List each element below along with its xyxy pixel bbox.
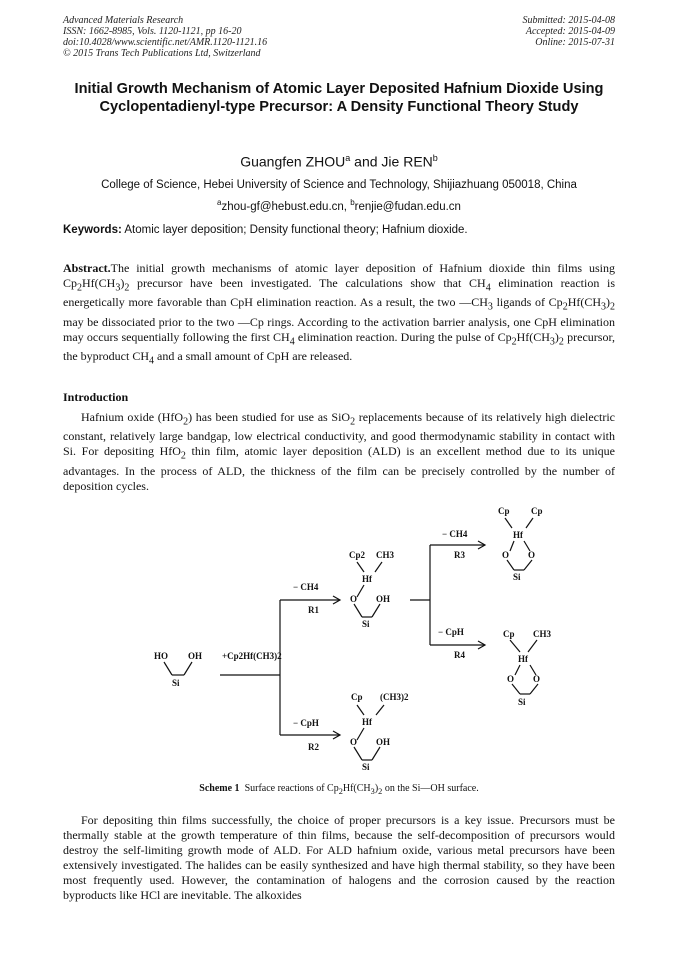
label-cp: Cp [351,692,363,702]
sub: 2 [350,416,356,428]
email-b-sup: b [350,198,355,207]
author-2: Jie REN [381,153,433,170]
label-si: Si [172,678,180,688]
journal-name: Advanced Materials Research [63,15,184,26]
intro-paragraph-1 [63,410,615,494]
sub: 4 [289,336,295,348]
sub: 2 [124,282,130,294]
intro-paragraph-2 [63,813,615,903]
label-ho: HO [154,651,169,661]
label-cp: Cp [531,506,543,516]
sub: 2 [180,450,186,462]
bond [524,560,532,570]
paper-title: Initial Growth Mechanism of Atomic Layer Deposited Hafnium Dioxide Using Cyclopentadienyl-type Precursor: A Density Functional Theory Study [74,81,604,115]
abstract-text: Hf(CH [516,329,550,344]
abstract-text: and a small amount of CpH are released. [154,349,353,364]
sub: 4 [149,355,154,367]
intro-text: thin film, atomic layer deposition (ALD) is an excellent method due to its unique advantages. In the process of ALD, the thickness of the film can be precisely controlled by the number of deposition cycles. [63,444,615,493]
sub: 3 [370,787,375,796]
bond [528,640,537,652]
label-ch3: CH3 [376,550,394,560]
abstract [63,261,615,369]
label-si: Si [513,572,521,582]
email-a-sup: a [217,198,222,207]
authors-conj: and [350,153,382,170]
bond [184,662,192,675]
label-oh: OH [376,594,391,604]
intro-text: ) has been studied for use as SiO [188,410,351,424]
label-r4-loss: − CpH [438,627,464,637]
sub: 2 [562,301,568,313]
intro-text: replacements because of its relatively high dielectric constant, relatively large bandgap, low electrical conductivity, and good thermodynamic stability in contact with Si. For depositing HfO [63,410,615,459]
bond [510,541,514,551]
label-r3: R3 [454,550,465,560]
label-ch3: CH3 [533,629,551,639]
scheme-diagram [140,500,580,775]
online-date: Online: 2015-07-31 [535,37,615,48]
authors [60,150,618,170]
sub: 2 [610,301,616,313]
author-1-sup: a [345,153,351,163]
bond [357,562,364,572]
abstract-label: Abstract. [63,261,111,275]
abstract-text: elimination reaction. During the pulse of Cp [294,329,512,344]
label-o: O [507,674,515,684]
label-hf: Hf [513,530,523,540]
abstract-text: precursor, the byproduct CH [63,329,615,364]
sub: 2 [183,416,189,428]
bond [375,562,382,572]
email-sep: , [343,200,351,213]
bond [354,604,362,617]
sub: 2 [511,336,517,348]
keywords-text: Atomic layer deposition; Density functional theory; Hafnium dioxide. [121,224,468,236]
label-reagent: +Cp2Hf(CH3)2 [222,651,282,661]
sub: 2 [558,336,564,348]
abstract-text: precursor have been investigated. The calculations show that CH [129,276,486,290]
bond [357,705,364,715]
label-hf: Hf [362,717,372,727]
label-r3-loss: − CH4 [442,529,468,539]
journal-issn: ISSN: 1662-8985, Vols. 1120-1121, pp 16-20 [63,26,242,37]
bond [357,728,364,740]
bond [505,518,512,528]
label-o: O [350,594,358,604]
scheme-1-figure [140,500,580,775]
sub: 3 [549,336,555,348]
label-o: O [502,550,510,560]
journal-header [63,15,267,59]
author-1: Guangfen ZHOU [240,153,346,170]
keywords [63,223,615,237]
bond [376,705,384,715]
email-a[interactable]: zhou-gf@hebust.edu.cn [221,200,344,213]
label-r2: R2 [308,742,319,752]
keywords-label: Keywords: [63,224,122,236]
label-r2-loss: − CpH [293,718,319,728]
journal-doi: doi:10.4028/www.scientific.net/AMR.1120-1121.16 [63,37,268,48]
caption-label: Scheme 1 [199,783,240,794]
label-si: Si [518,697,526,707]
bond [526,518,533,528]
bond [372,747,380,760]
bond [507,560,514,570]
label-r1: R1 [308,605,319,615]
sub: 2 [338,787,343,796]
label-cp: Cp [503,629,515,639]
label-hf: Hf [362,574,372,584]
scheme-caption [60,783,618,798]
abstract-text: ligands of Cp [492,295,563,310]
sub: 3 [115,282,121,294]
caption-text: on the Si—OH surface. [382,783,479,794]
label-o: O [350,737,358,747]
abstract-text: Hf(CH [567,295,602,310]
label-si: Si [362,762,370,772]
author-2-sup: b [432,153,438,163]
journal-copyright: © 2015 Trans Tech Publications Ltd, Switzerland [63,48,261,59]
abstract-text: may be dissociated prior to the two —Cp rings. According to the activation barrier analysis, one CpH elimination may occurs sequentially following the first CH [63,314,615,344]
label-cp: Cp [498,506,510,516]
caption-text: ) [374,783,379,794]
caption-text: Surface reactions of Cp [244,783,339,794]
label-r1-loss: − CH4 [293,582,319,592]
sub: 2 [77,282,83,294]
label-si: Si [362,619,370,629]
abstract-text: elimination reaction is energetically more favorable than CpH elimination reaction. As a result, the two —CH [63,276,615,310]
affiliation: College of Science, Hebei University of Science and Technology, Shijiazhuang 050018, China [101,179,577,191]
label-ch3-2: (CH3)2 [380,692,409,702]
bond [354,747,362,760]
bond [164,662,172,675]
bond [515,665,520,675]
caption-text: Hf(CH [342,783,371,794]
sub: 3 [601,301,607,313]
abstract-text: ) [606,295,611,310]
abstract-text: ) [120,276,125,290]
accepted-date: Accepted: 2015-04-09 [525,26,615,37]
abstract-text: ) [554,329,559,344]
label-o: O [528,550,536,560]
bond [357,585,364,597]
submitted-date: Submitted: 2015-04-08 [522,15,615,26]
dates-header [523,15,616,48]
label-r4: R4 [454,650,465,660]
sub: 3 [487,301,493,313]
abstract-text: Hf(CH [82,276,116,290]
label-o: O [533,674,541,684]
label-oh: OH [188,651,203,661]
section-heading-introduction: Introduction [63,390,129,404]
label-cp2: Cp2 [349,550,366,560]
sub: 2 [378,787,383,796]
bond [530,684,538,694]
sub: 4 [485,282,491,294]
label-oh: OH [376,737,391,747]
label-hf: Hf [518,654,528,664]
bond [510,640,520,652]
intro-text: Hafnium oxide (HfO [81,410,184,424]
bond [372,604,380,617]
emails [60,196,618,214]
bond [512,684,520,694]
abstract-text: The initial growth mechanisms of atomic layer deposition of Hafnium dioxide thin films using Cp [63,261,615,290]
intro-text: For depositing thin films successfully, the choice of proper precursors is a key issue. Precursors must be thermally stable at the growth temperature of thin films, because the self-decomposition of precursors would destroy the self-limiting growth mode of ALD. For ALD hafnium oxide, various metal precursors have been extensively investigated. The halides can be easily synthesized and have high thermal stability, so they have been most frequently used. However, the contamination of halogens and the corrosion caused by the reaction byproducts like HCl are inevitable. The alkoxides [63,813,615,902]
email-b[interactable]: renjie@fudan.edu.cn [354,200,461,213]
